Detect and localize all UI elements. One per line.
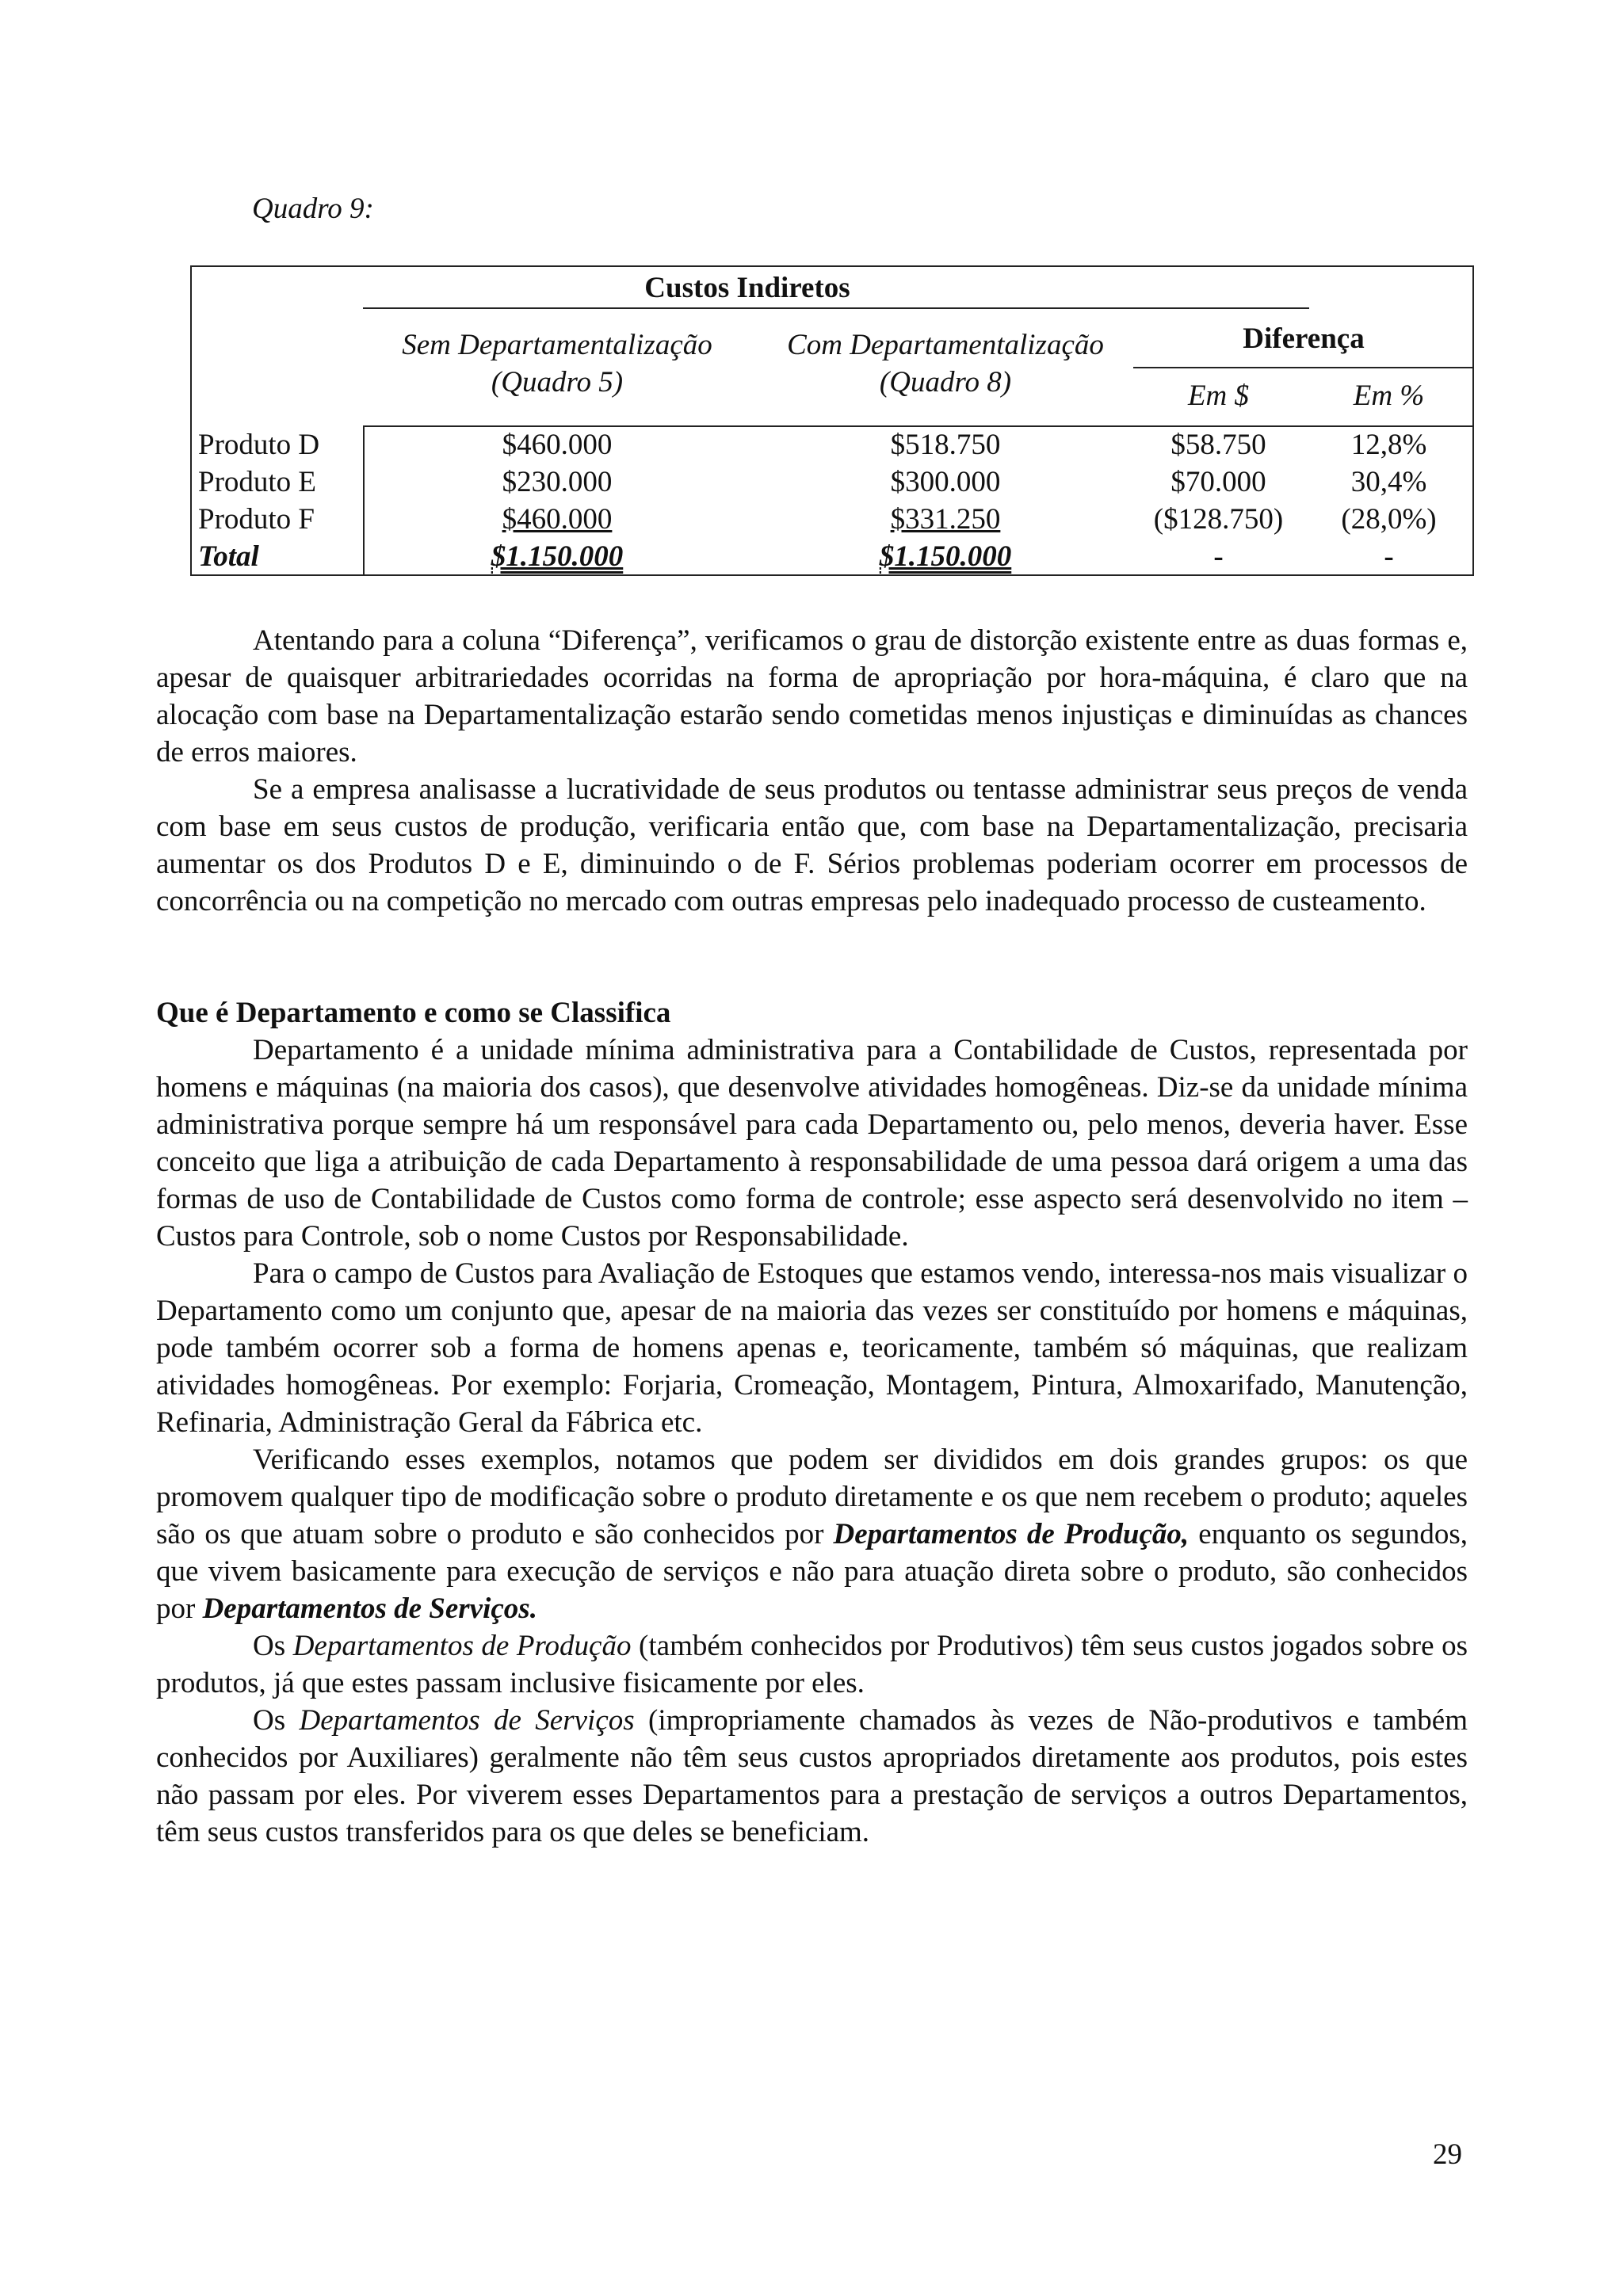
paragraph-text: Verificando esses exemplos, notamos que podem ser divididos em dois grandes grupos: os que promovem qualquer tipo de modificação sobre o produto diretamente e os que nem recebem o produto; aqueles são os que atuam sobre o produto e são conhecidos por bbox=[156, 1444, 1468, 1550]
diff-header: Diferença bbox=[1243, 322, 1365, 355]
cell-pct: 30,4% bbox=[1350, 466, 1427, 498]
header-bottom-line bbox=[363, 425, 1474, 427]
cell-diff: ($128.750) bbox=[1153, 503, 1284, 536]
cell-sem-wrap bbox=[363, 502, 751, 536]
paragraph: Departamento é a unidade mínima administrativa para a Contabilidade de Custos, representada por homens e máquinas (na maioria dos casos), que desenvolve atividades homogêneas. Diz-se da unidade mínima administrativa porque sempre há um responsável para cada Departamento ou, pelo menos, deveria haver. Esse conceito que liga a atribuição de cada Departamento à responsabilidade de uma pessoa dará origem a uma das formas de uso de Contabilidade de Custos como forma de controle; esse aspecto será desenvolvido no item – Custos para Controle, sob o nome Custos por Responsabilidade. bbox=[156, 1034, 1468, 1253]
paragraph bbox=[156, 1627, 1468, 1702]
cell-pct: (28,0%) bbox=[1341, 503, 1437, 536]
cell-diff: - bbox=[1213, 540, 1224, 573]
cell-pct: 12,8% bbox=[1350, 429, 1427, 461]
emphasis-term: Departamentos de Produção, bbox=[833, 1518, 1190, 1550]
paragraph: Atentando para a coluna “Diferença”, verificamos o grau de distorção existente entre as duas formas e, apesar de quaisquer arbitrariedades ocorridas na forma de apropriação por hora-máquina, é claro que na alocação com base na Departamentalização estarão sendo cometidas menos injustiças e diminuídas as chances de erros maiores. bbox=[156, 624, 1468, 769]
paragraph-text: Os bbox=[253, 1704, 300, 1737]
diff-subheader-pct: Em % bbox=[1353, 379, 1425, 412]
row-label: Total bbox=[198, 540, 259, 573]
italic-term: Departamentos de Serviços bbox=[299, 1704, 635, 1737]
italic-term: Departamentos de Produção bbox=[292, 1630, 632, 1662]
col-header-com-ref: (Quadro 8) bbox=[879, 366, 1012, 399]
paragraph-text: (também conhecidos por Produtivos) têm seus custos jogados sobre os produtos, já que estes passam inclusive fisicamente por eles. bbox=[156, 1630, 1468, 1699]
row-label: Produto D bbox=[198, 429, 320, 461]
cell-com-wrap bbox=[751, 540, 1140, 574]
group-header: Custos Indiretos bbox=[644, 272, 850, 304]
cell-diff: $58.750 bbox=[1170, 429, 1266, 461]
diff-header-underline bbox=[1133, 367, 1474, 368]
paragraph-text: (impropriamente chamados às vezes de Não-produtivos e também conhecidos por Auxiliares) geralmente não têm seus custos apropriados diretamente aos produtos, pois estes não passam por eles. Por viverem esses Departamentos para a prestação de serviços a outros Departamentos, têm seus custos transferidos para os que deles se beneficiam. bbox=[156, 1704, 1468, 1848]
cell-sem-wrap bbox=[363, 540, 751, 574]
paragraph: Se a empresa analisasse a lucratividade de seus produtos ou tentasse administrar seus preços de venda com base em seus custos de produção, verificaria então que, com base na Departamentalização, precisaria aumentar os dos Produtos D e E, diminuindo o de F. Sérios problemas poderiam ocorrer em processos de concorrência ou na competição no mercado com outras empresas pelo inadequado processo de custeamento. bbox=[156, 773, 1468, 917]
cell-com-total: $1.150.000 bbox=[879, 540, 1012, 573]
cell-com: $331.250 bbox=[890, 503, 1001, 536]
diff-subheader-dollar: Em $ bbox=[1187, 379, 1250, 412]
paragraph bbox=[156, 1441, 1468, 1627]
page-number: 29 bbox=[1433, 2138, 1462, 2171]
table-caption: Quadro 9: bbox=[252, 193, 374, 225]
col-header-sem-ref: (Quadro 5) bbox=[491, 366, 624, 399]
cell-sem: $230.000 bbox=[502, 466, 613, 498]
emphasis-term: Departamentos de Serviços. bbox=[202, 1592, 537, 1625]
cell-sem-total: $1.150.000 bbox=[491, 540, 624, 573]
cell-sem: $460.000 bbox=[502, 503, 613, 536]
paragraph bbox=[156, 1702, 1468, 1851]
cell-com: $518.750 bbox=[890, 429, 1001, 461]
paragraph-text: enquanto os segundos, que vivem basicamente para execução de serviços e não para atuação direta sobre o produto, são conhecidos por bbox=[156, 1518, 1468, 1625]
body-text-upper bbox=[156, 622, 1468, 920]
col-header-com: Com Departamentalização bbox=[787, 329, 1104, 361]
cell-sem: $460.000 bbox=[502, 429, 613, 461]
costs-table bbox=[190, 265, 1474, 576]
cell-diff: $70.000 bbox=[1170, 466, 1266, 498]
cell-com-wrap bbox=[751, 502, 1140, 536]
col-header-sem: Sem Departamentalização bbox=[402, 329, 712, 361]
body-text-lower bbox=[156, 994, 1468, 1851]
paragraph: Para o campo de Custos para Avaliação de Estoques que estamos vendo, interessa-nos mais visualizar o Departamento como um conjunto que, apesar de na maioria das vezes ser constituído por homens e máquinas, pode também ocorrer sob a forma de homens apenas e, teoricamente, também só máquinas, que realizam atividades homogêneas. Por exemplo: Forjaria, Cromeação, Montagem, Pintura, Almoxarifado, Manutenção, Refinaria, Administração Geral da Fábrica etc. bbox=[156, 1257, 1468, 1439]
cell-com: $300.000 bbox=[890, 466, 1001, 498]
cell-pct: - bbox=[1384, 540, 1394, 573]
group-header-underline bbox=[363, 307, 1309, 309]
row-label: Produto E bbox=[198, 466, 317, 498]
row-label: Produto F bbox=[198, 503, 315, 536]
section-heading: Que é Departamento e como se Classifica bbox=[156, 997, 671, 1029]
paragraph-text: Os bbox=[253, 1630, 293, 1662]
